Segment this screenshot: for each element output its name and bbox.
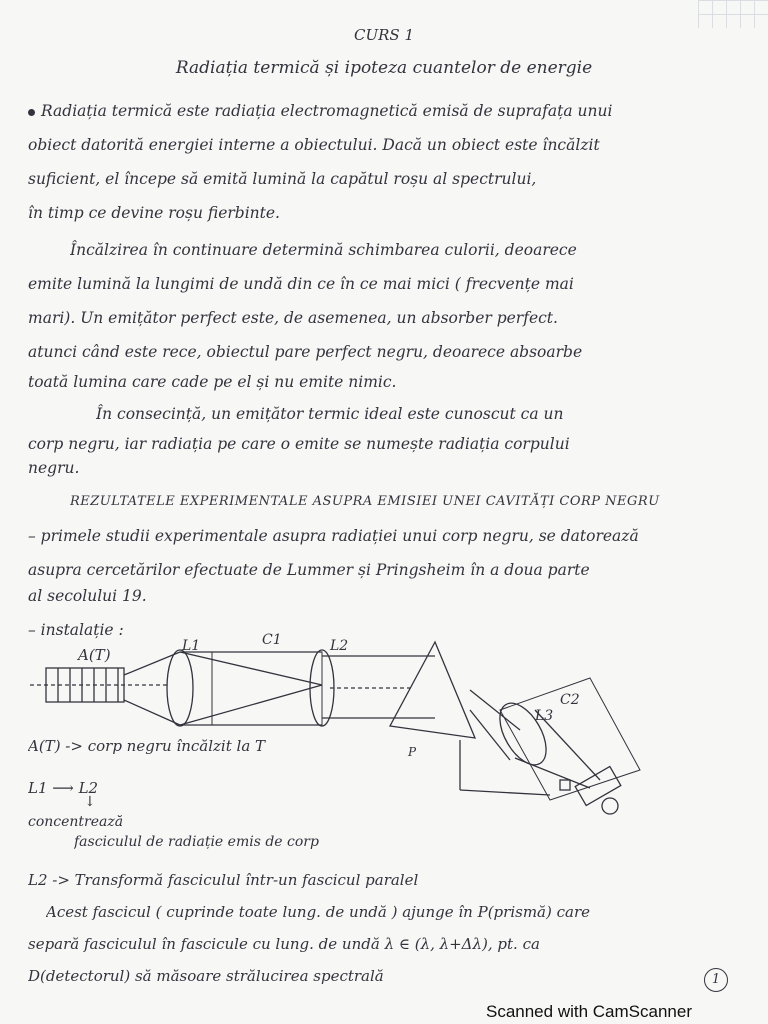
section-heading: REZULTATELE EXPERIMENTALE ASUPRA EMISIEI UNEI CAVITĂȚI CORP NEGRU: [70, 494, 660, 509]
text-line: Radiația termică este radiația electromagnetică emisă de suprafața unui: [28, 101, 740, 121]
note-line: D(detectorul) să măsoare strălucirea spectrală: [28, 967, 384, 985]
scanner-watermark: Scanned with CamScanner: [485, 1002, 692, 1021]
note-line: A(T) -> corp negru încălzit la T: [28, 737, 266, 755]
note-line: Acest fascicul ( cuprinde toate lung. de undă ) ajunge în P(prismă) care: [46, 903, 590, 921]
page-number: 1: [704, 968, 728, 992]
optical-setup-diagram: [30, 630, 730, 840]
text-line: asupra cercetărilor efectuate de Lummer și Pringsheim în a doua parte: [28, 561, 590, 579]
text-line: în timp ce devine roșu fierbinte.: [28, 204, 280, 222]
text-line: atunci când este rece, obiectul pare perfect negru, deoarece absoarbe: [28, 343, 583, 361]
page-title: Radiația termică și ipoteza cuantelor de energie: [175, 58, 593, 78]
note-line: L2 -> Transformă fasciculul într-un fascicul paralel: [28, 871, 419, 889]
label-prism: P: [408, 745, 417, 759]
text-line: mari). Un emițător perfect este, de asemenea, un absorber perfect.: [28, 309, 558, 327]
setup-label: – instalație :: [28, 621, 124, 639]
note-line: L1 ⟶ L2: [28, 779, 99, 797]
label-c2: C2: [560, 692, 580, 708]
graph-paper-corner: [698, 0, 768, 28]
label-l1: L1: [182, 638, 201, 654]
text-line: negru.: [28, 459, 80, 477]
text-line: obiect datorită energiei interne a obiectului. Dacă un obiect este încălzit: [28, 136, 600, 154]
label-l2: L2: [330, 638, 349, 654]
text-line: toată lumina care cade pe el și nu emite nimic.: [28, 373, 397, 391]
text-line: corp negru, iar radiația pe care o emite se numește radiația corpului: [28, 435, 570, 453]
down-arrow-icon: ↓: [84, 794, 96, 810]
text-line: Încălzirea în continuare determină schimbarea culorii, deoarece: [70, 241, 577, 259]
label-l3: L3: [535, 708, 554, 724]
bullet-icon: [28, 109, 35, 116]
label-source: A(T): [78, 646, 111, 664]
text-line: emite lumină la lungimi de undă din ce în ce mai mici ( frecvențe mai: [28, 275, 574, 293]
text-line: În consecință, un emițător termic ideal este cunoscut ca un: [96, 405, 564, 423]
note-line: separă fasciculul în fascicule cu lung. de undă λ ∈ (λ, λ+Δλ), pt. ca: [28, 935, 540, 953]
lens-l1: [167, 650, 193, 726]
text-line: al secolului 19.: [28, 587, 147, 605]
note-line: fasciculul de radiație emis de corp: [74, 834, 319, 850]
course-heading: CURS 1: [354, 26, 414, 44]
text-line: – primele studii experimentale asupra radiației unui corp negru, se datorează: [28, 527, 639, 545]
label-c1: C1: [262, 632, 282, 648]
text-line: suficient, el începe să emită lumină la capătul roșu al spectrului,: [28, 170, 537, 188]
note-line: concentrează: [28, 814, 124, 830]
